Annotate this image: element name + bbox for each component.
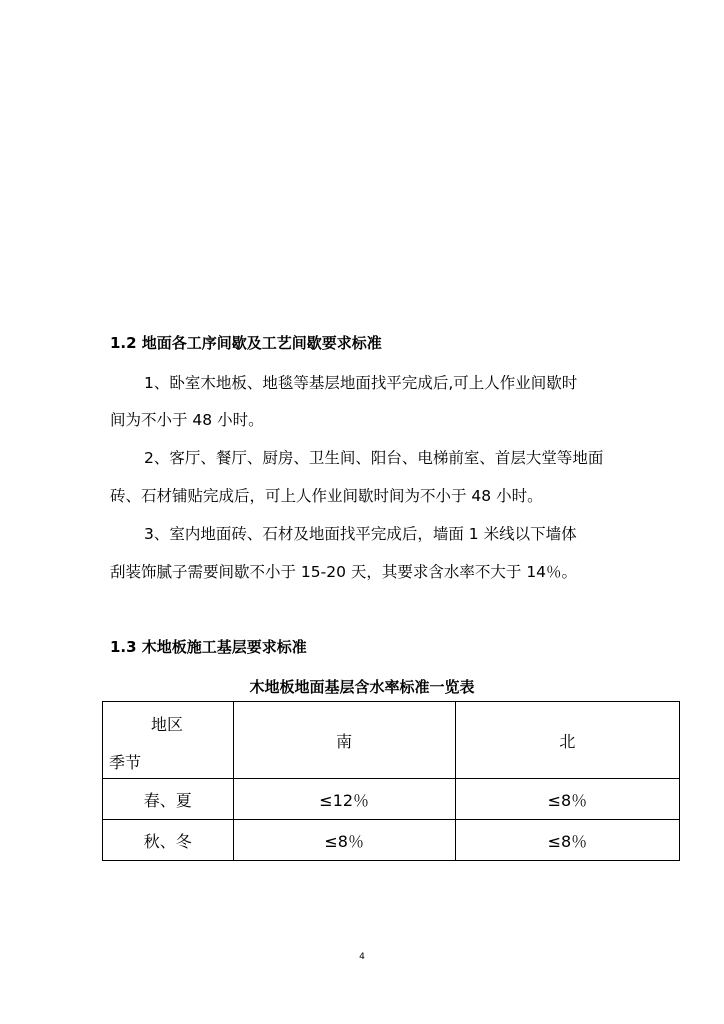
north-value-cell: ≤8％ [455, 779, 679, 820]
south-value-cell: ≤8％ [233, 820, 455, 861]
item-1-line-2: 间为不小于 48 小时。 [110, 411, 264, 429]
corner-header-cell [103, 702, 234, 779]
table-row [103, 779, 680, 820]
section-1-3-heading: 1.3 木地板施工基层要求标准 [110, 638, 307, 656]
table-header-row [103, 702, 680, 779]
section-1-2-heading: 1.2 地面各工序间歇及工艺间歇要求标准 [110, 334, 382, 352]
north-value-cell: ≤8％ [455, 820, 679, 861]
item-3-line-1: 3、室内地面砖、石材及地面找平完成后，墙面 1 米线以下墙体 [144, 525, 577, 543]
moisture-standard-table [102, 701, 680, 861]
column-header-north: 北 [455, 702, 679, 779]
item-3-line-2: 刮装饰腻子需要间歇不小于 15-20 天，其要求含水率不大于 14％。 [110, 563, 578, 581]
item-2-line-2: 砖、石材铺贴完成后，可上人作业间歇时间为不小于 48 小时。 [110, 487, 543, 505]
item-1-line-1: 1、卧室木地板、地毯等基层地面找平完成后,可上人作业间歇时 [144, 374, 578, 392]
corner-season-label: 季节 [109, 753, 142, 772]
item-2-line-1: 2、客厅、餐厅、厨房、卫生间、阳台、电梯前室、首层大堂等地面 [144, 449, 604, 467]
season-cell: 春、夏 [103, 779, 234, 820]
season-cell: 秋、冬 [103, 820, 234, 861]
corner-region-label: 地区 [151, 715, 184, 734]
table-row [103, 820, 680, 861]
table-title: 木地板地面基层含水率标准一览表 [249, 678, 475, 696]
south-value-cell: ≤12％ [233, 779, 455, 820]
page-number: 4 [359, 952, 365, 962]
column-header-south: 南 [233, 702, 455, 779]
